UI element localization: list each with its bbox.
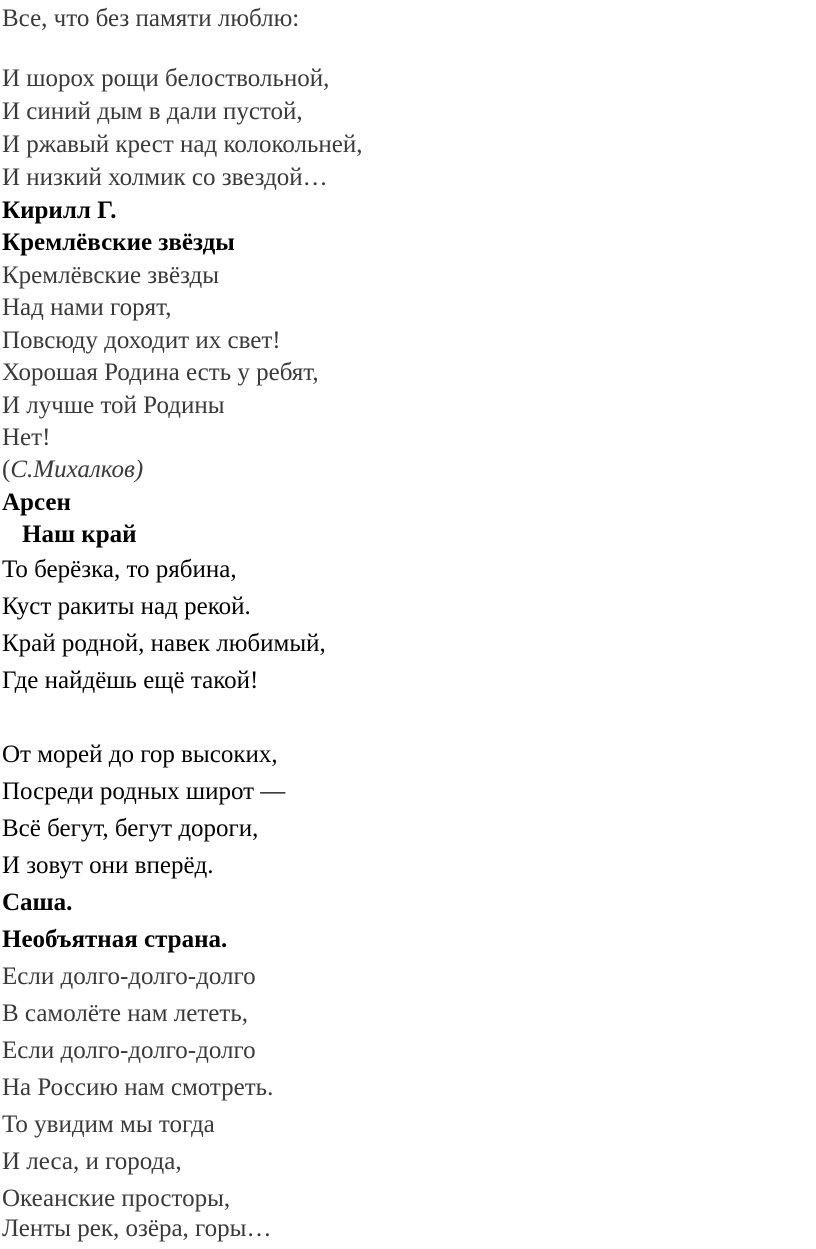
poem-line: Если долго-долго-долго (2, 963, 256, 990)
author-name: Саша. (2, 889, 73, 916)
poem-line: И ржавый крест над колокольней, (2, 131, 363, 158)
poem-credit (2, 455, 143, 485)
poem-line: Всё бегут, бегут дороги, (2, 815, 259, 842)
poem-line: Ленты рек, озёра, горы… (2, 1215, 272, 1242)
author-name: Арсен (2, 489, 71, 516)
poem-line: Нет! (2, 424, 51, 451)
credit-author: С.Михалков) (10, 456, 144, 483)
poem-line: Над нами горят, (2, 294, 172, 321)
poem-line: И зовут они вперёд. (2, 852, 214, 879)
poem-line: Где найдёшь ещё такой! (2, 667, 259, 694)
poem-intro-line: Все, что без памяти люблю: (2, 5, 300, 32)
poem-line: Посреди родных широт — (2, 778, 286, 805)
poem-line: Хорошая Родина есть у ребят, (2, 359, 319, 386)
poem-line: И шорох рощи белоствольной, (2, 65, 330, 92)
poem-line: Кремлёвские звёзды (2, 262, 220, 289)
poem-line: То увидим мы тогда (2, 1111, 215, 1138)
poem-title: Необъятная страна. (2, 926, 228, 953)
poem-line: В самолёте нам лететь, (2, 1000, 248, 1027)
poem-line: На Россию нам смотреть. (2, 1074, 274, 1101)
poem-line: Океанские просторы, (2, 1185, 231, 1212)
credit-paren: ( (2, 456, 11, 483)
poem-line: Повсюду доходит их свет! (2, 327, 281, 354)
poem-line: И лучше той Родины (2, 392, 225, 419)
poem-line: И леса, и города, (2, 1148, 182, 1175)
poem-line: И синий дым в дали пустой, (2, 98, 303, 125)
poem-line: И низкий холмик со звездой… (2, 164, 328, 191)
poem-line: Если долго-долго-долго (2, 1037, 256, 1064)
author-name: Кирилл Г. (2, 197, 117, 224)
poem-line: От морей до гор высоких, (2, 741, 278, 768)
poem-line: То берёзка, то рябина, (2, 556, 237, 583)
poem-title: Наш край (22, 521, 137, 548)
poem-line: Край родной, навек любимый, (2, 630, 326, 657)
poem-line: Куст ракиты над рекой. (2, 593, 251, 620)
poem-title: Кремлёвские звёзды (2, 229, 235, 256)
